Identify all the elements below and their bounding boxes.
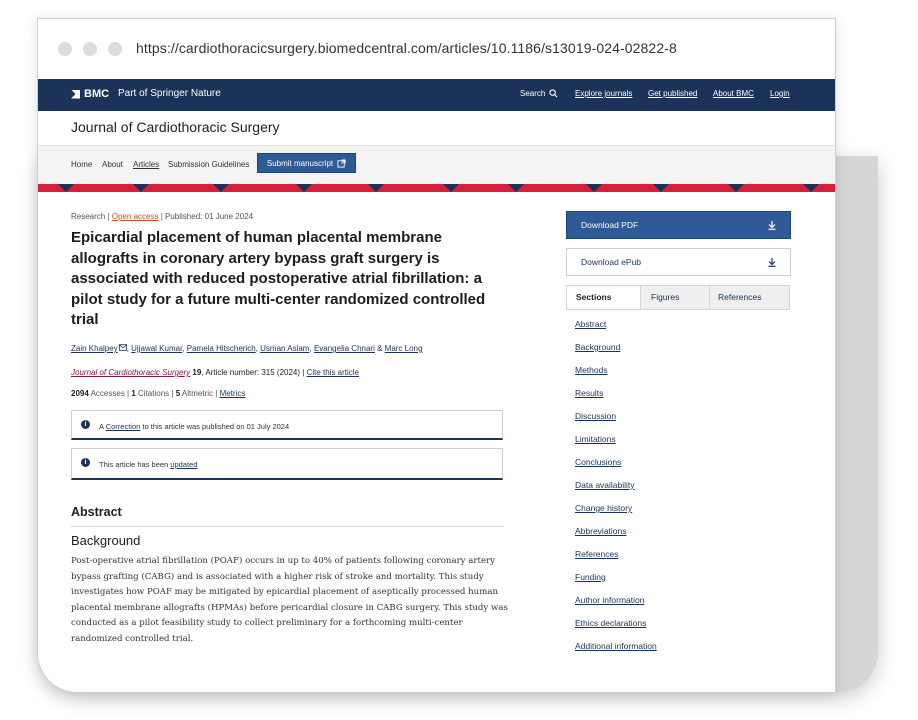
- section-link-additional-information[interactable]: Additional information: [575, 641, 657, 651]
- search-icon: [549, 89, 558, 98]
- section-link-abbreviations[interactable]: Abbreviations: [575, 526, 627, 536]
- mail-icon[interactable]: [119, 344, 127, 351]
- updated-link[interactable]: updated: [170, 460, 198, 469]
- section-link-abstract[interactable]: Abstract: [575, 319, 607, 329]
- explore-journals-link[interactable]: Explore journals: [575, 89, 633, 98]
- search-link[interactable]: [520, 89, 558, 98]
- altmetric-count: 5: [175, 389, 181, 398]
- nav-about[interactable]: About: [102, 160, 123, 169]
- login-link[interactable]: Login: [770, 89, 790, 98]
- journal-nav: [38, 145, 835, 185]
- sidebar-tabs: [566, 285, 790, 310]
- section-link-references[interactable]: References: [575, 549, 619, 559]
- volume: 19: [192, 368, 202, 377]
- browser-window: [37, 18, 836, 693]
- updated-prefix: This article has been: [99, 460, 169, 469]
- background-heading: Background: [71, 533, 141, 548]
- correction-suffix: to this article was published on 01 July 2024: [142, 422, 290, 431]
- citation-line: Journal of Cardiothoracic Surgery 19, Article number: 315 (2024) | Cite this article: [71, 368, 360, 377]
- window-control-dot[interactable]: [58, 42, 72, 56]
- url-text[interactable]: https://cardiothoracicsurgery.biomedcentral.com/articles/10.1186/s13019-024-02822-8: [136, 40, 677, 56]
- author-link[interactable]: Usman Aslam: [260, 344, 310, 353]
- citations-count: 1: [131, 389, 136, 398]
- section-link-funding[interactable]: Funding: [575, 572, 606, 582]
- window-control-dot[interactable]: [108, 42, 122, 56]
- external-link-icon: [337, 159, 346, 168]
- correction-notice: [71, 410, 503, 440]
- nav-articles[interactable]: Articles: [133, 160, 160, 169]
- download-epub-button[interactable]: [566, 248, 791, 276]
- article-meta: Research | Open access | Published: 01 June 2024: [71, 212, 254, 221]
- about-bmc-link[interactable]: About BMC: [713, 89, 754, 98]
- section-link-background[interactable]: Background: [575, 342, 621, 352]
- site-header: [38, 79, 835, 111]
- download-icon: [768, 258, 776, 267]
- abstract-text: Post-operative atrial fibrillation (POAF) occurs in up to 40% of patients following coronary artery bypass grafting (CABG) and is associated with a higher risk of stroke and mortality. This study investigates how POAF may be mitigated by epicardial placement of aseptically processed human placental membrane allografts (HPMAs) before pericardial closure in CABG surgery. This study was conducted as a pilot feasibility study to collect preliminary for a forthcoming multi-center randomized controlled trial.: [71, 556, 508, 644]
- cite-article-link[interactable]: Cite this article: [306, 368, 360, 377]
- download-pdf-button[interactable]: [566, 211, 791, 239]
- author-link[interactable]: Pamela Hitscherich: [186, 344, 256, 353]
- metrics-link[interactable]: Metrics: [219, 389, 246, 398]
- open-access-link[interactable]: Open access: [111, 212, 159, 221]
- submit-manuscript-button[interactable]: [257, 153, 356, 173]
- download-pdf-label: Download PDF: [581, 220, 639, 230]
- accesses-label: Accesses: [90, 389, 125, 398]
- update-notice: [71, 448, 503, 480]
- decorative-stripe: [38, 184, 835, 192]
- section-link-limitations[interactable]: Limitations: [575, 434, 616, 444]
- journal-bar: [38, 111, 835, 145]
- article-number: , Article number: 315 (2024): [201, 368, 301, 377]
- altmetric-label: Altmetric: [181, 389, 214, 398]
- bmc-logo-icon: [71, 90, 80, 99]
- section-link-author-information[interactable]: Author information: [575, 595, 645, 605]
- journal-title[interactable]: Journal of Cardiothoracic Surgery: [71, 119, 280, 135]
- correction-link[interactable]: Correction: [105, 422, 141, 431]
- download-epub-label: Download ePub: [581, 257, 642, 267]
- download-icon: [768, 221, 776, 230]
- author-list: Zain Khalpey , Ujjawal Kumar, Pamela Hitscherich, Usman Aslam, Evangelia Chnari & Marc Long: [71, 344, 423, 353]
- submit-manuscript-label: Submit manuscript: [266, 158, 334, 168]
- logo-text: BMC: [84, 88, 110, 100]
- section-link-results[interactable]: Results: [575, 388, 604, 398]
- info-icon: i: [81, 420, 90, 429]
- article-type: Research: [71, 212, 106, 221]
- abstract-heading: Abstract: [71, 505, 122, 519]
- journal-link[interactable]: Journal of Cardiothoracic Surgery: [71, 368, 191, 377]
- author-link[interactable]: Evangelia Chnari: [313, 344, 375, 353]
- info-icon: i: [81, 458, 90, 467]
- get-published-link[interactable]: Get published: [648, 89, 698, 98]
- abstract-divider: [71, 526, 503, 527]
- search-label: Search: [520, 89, 546, 98]
- section-link-data-availability[interactable]: Data availability: [575, 480, 635, 490]
- address-bar: [38, 19, 835, 79]
- tab-references[interactable]: References: [718, 292, 762, 302]
- section-link-conclusions[interactable]: Conclusions: [575, 457, 622, 467]
- author-link[interactable]: Zain Khalpey: [71, 344, 118, 353]
- section-link-change-history[interactable]: Change history: [575, 503, 633, 513]
- published-date: Published: 01 June 2024: [165, 212, 254, 221]
- author-link[interactable]: Ujjawal Kumar: [131, 344, 183, 353]
- nav-submission-guidelines[interactable]: Submission Guidelines: [168, 160, 250, 169]
- springer-nature-label: Part of Springer Nature: [118, 88, 221, 99]
- section-link-methods[interactable]: Methods: [575, 365, 608, 375]
- author-link[interactable]: Marc Long: [384, 344, 423, 353]
- section-link-ethics-declarations[interactable]: Ethics declarations: [575, 618, 647, 628]
- bmc-logo[interactable]: [71, 88, 109, 100]
- accesses-count: 2094: [71, 389, 89, 398]
- tab-figures[interactable]: Figures: [641, 286, 710, 309]
- citations-label: Citations: [138, 389, 170, 398]
- correction-prefix: A: [99, 422, 104, 431]
- window-control-dot[interactable]: [83, 42, 97, 56]
- tab-sections[interactable]: Sections: [567, 286, 641, 309]
- section-link-discussion[interactable]: Discussion: [575, 411, 617, 421]
- nav-home[interactable]: Home: [71, 160, 93, 169]
- article-metrics: 2094 Accesses | 1 Citations | 5 Altmetric | Metrics: [71, 389, 246, 398]
- article-title: Epicardial placement of human placental membrane allografts in coronary artery bypass graft surgery is associated with reduced postoperative atrial fibrillation: a pilot study for a future multi-center randomized controlled trial: [71, 229, 486, 328]
